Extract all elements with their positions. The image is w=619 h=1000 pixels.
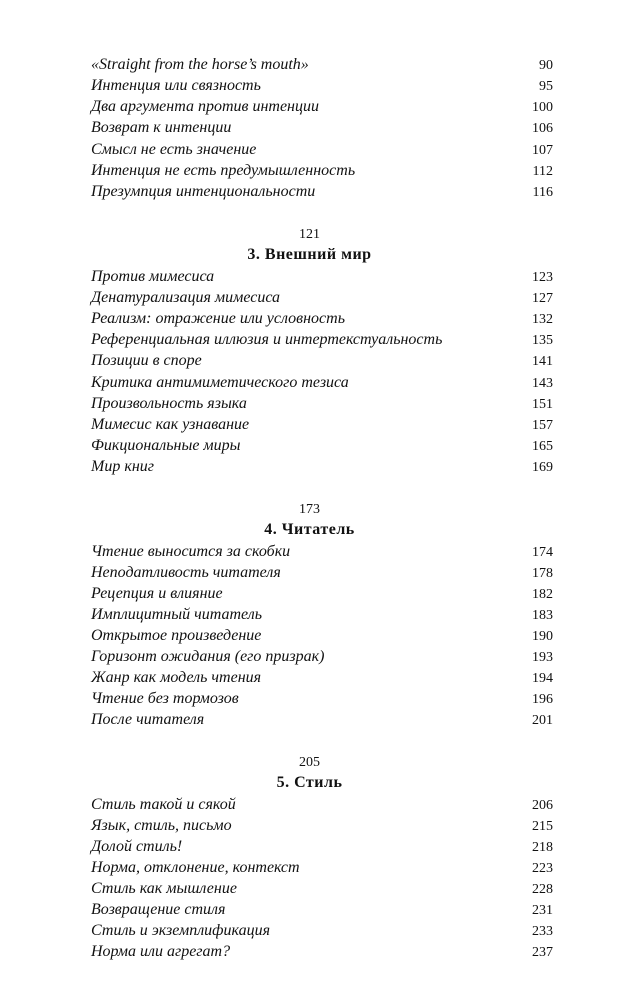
entry-page: 193	[532, 650, 553, 665]
entry-title: Жанр как модель чтения	[91, 669, 262, 686]
toc-entry	[91, 395, 553, 417]
toc-entry	[91, 310, 553, 332]
entry-page: 174	[532, 545, 553, 560]
entry-page: 231	[532, 903, 553, 918]
toc-entry	[91, 690, 553, 712]
entry-page: 182	[532, 587, 553, 602]
entry-title: Произвольность языка	[91, 395, 247, 412]
entry-title: Стиль такой и сякой	[91, 796, 236, 813]
chapter-title: 4. Читатель	[264, 521, 355, 538]
chapter-title: 3. Внешний мир	[247, 246, 372, 263]
entry-page: 106	[532, 121, 553, 136]
entry-title: Фикциональные миры	[91, 437, 241, 454]
entry-page: 201	[532, 713, 553, 728]
toc-entry	[91, 77, 553, 99]
entry-page: 116	[532, 185, 553, 200]
entry-title: Стиль и экземплификация	[91, 922, 271, 939]
entry-title: Два аргумента против интенции	[91, 98, 319, 115]
entry-title: Возвращение стиля	[91, 901, 226, 918]
toc-entry	[91, 880, 553, 902]
entry-page: 183	[532, 608, 553, 623]
entry-title: Норма, отклонение, контекст	[91, 859, 300, 876]
toc-entry	[91, 374, 553, 396]
toc-entry	[91, 458, 553, 480]
entry-page: 112	[532, 164, 553, 179]
toc-entry	[91, 606, 553, 628]
entry-title: Имплицитный читатель	[91, 606, 262, 623]
entry-title: Референциальная иллюзия и интертекстуальность	[91, 331, 443, 348]
entry-page: 90	[539, 58, 553, 73]
toc-entry	[91, 289, 553, 311]
toc-entry	[91, 838, 553, 860]
entry-title: После читателя	[91, 711, 205, 728]
entry-title: Смысл не есть значение	[91, 141, 257, 158]
toc-entry	[91, 352, 553, 374]
entry-page: 135	[532, 333, 553, 348]
entry-page: 141	[532, 354, 553, 369]
entry-title: Против мимесиса	[91, 268, 215, 285]
toc-entry	[91, 669, 553, 691]
chapter-page-number: 121	[299, 227, 320, 242]
toc-entry	[91, 162, 553, 184]
entry-page: 190	[532, 629, 553, 644]
toc-entry	[91, 817, 553, 839]
toc-entry	[91, 543, 553, 565]
toc-entry	[91, 922, 553, 944]
toc-entry	[91, 648, 553, 670]
entry-page: 127	[532, 291, 553, 306]
toc-entry	[91, 119, 553, 141]
entry-title: Неподатливость читателя	[91, 564, 281, 581]
chapter-page-number: 205	[299, 755, 320, 770]
entry-page: 237	[532, 945, 553, 960]
toc-entry	[91, 859, 553, 881]
entry-title: Норма или агрегат?	[91, 943, 231, 960]
entry-page: 233	[532, 924, 553, 939]
entry-title: Долой стиль!	[91, 838, 183, 855]
entry-title: Критика антимиметического тезиса	[91, 374, 349, 391]
toc-entry	[91, 437, 553, 459]
toc-entry	[91, 331, 553, 353]
toc-entry	[91, 268, 553, 290]
chapter-title: 5. Стиль	[276, 774, 343, 791]
entry-title: Чтение выносится за скобки	[91, 543, 291, 560]
entry-title: Интенция или связность	[91, 77, 261, 94]
entry-page: 194	[532, 671, 553, 686]
entry-page: 228	[532, 882, 553, 897]
entry-title: Рецепция и влияние	[91, 585, 223, 602]
entry-page: 95	[539, 79, 553, 94]
toc-entry	[91, 564, 553, 586]
toc-entry	[91, 901, 553, 923]
entry-title: Чтение без тормозов	[91, 690, 239, 707]
entry-title: Презумпция интенциональности	[91, 183, 316, 200]
toc-entry	[91, 627, 553, 649]
entry-page: 123	[532, 270, 553, 285]
entry-title: Мир книг	[91, 458, 154, 475]
toc-entry	[91, 943, 553, 965]
entry-page: 223	[532, 861, 553, 876]
entry-title: Горизонт ожидания (его призрак)	[91, 648, 325, 665]
entry-title: «Straight from the horse’s mouth»	[91, 56, 309, 73]
entry-page: 178	[532, 566, 553, 581]
entry-page: 206	[532, 798, 553, 813]
toc-entry	[91, 585, 553, 607]
entry-page: 165	[532, 439, 553, 454]
entry-page: 107	[532, 143, 553, 158]
entry-page: 215	[532, 819, 553, 834]
entry-title: Денатурализация мимесиса	[91, 289, 281, 306]
toc-entry	[91, 183, 553, 205]
entry-title: Реализм: отражение или условность	[91, 310, 345, 327]
toc-entry	[91, 416, 553, 438]
toc-entry	[91, 796, 553, 818]
entry-title: Интенция не есть предумышленность	[91, 162, 356, 179]
toc-entry	[91, 141, 553, 163]
entry-page: 169	[532, 460, 553, 475]
toc-entry	[91, 98, 553, 120]
entry-title: Открытое произведение	[91, 627, 262, 644]
entry-page: 218	[532, 840, 553, 855]
entry-title: Позиции в споре	[91, 352, 202, 369]
entry-page: 132	[532, 312, 553, 327]
entry-title: Стиль как мышление	[91, 880, 237, 897]
entry-title: Мимесис как узнавание	[91, 416, 250, 433]
entry-page: 143	[532, 376, 553, 391]
toc-entry	[91, 711, 553, 733]
entry-page: 157	[532, 418, 553, 433]
entry-page: 151	[532, 397, 553, 412]
entry-page: 100	[532, 100, 553, 115]
entry-page: 196	[532, 692, 553, 707]
chapter-page-number: 173	[299, 502, 320, 517]
toc-entry	[91, 56, 553, 78]
entry-title: Возврат к интенции	[91, 119, 232, 136]
entry-title: Язык, стиль, письмо	[91, 817, 232, 834]
